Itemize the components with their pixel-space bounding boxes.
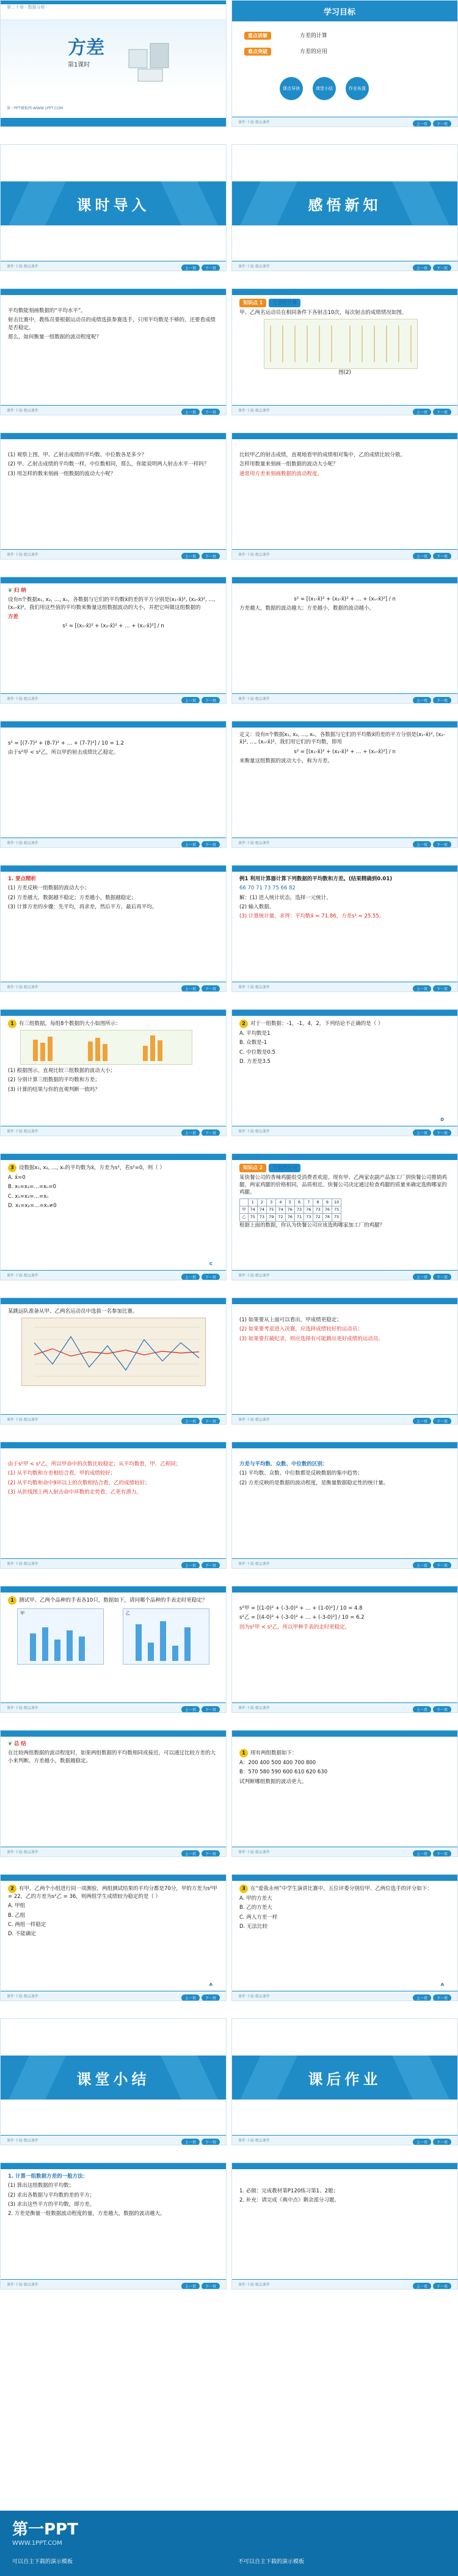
differences-line-1: (1) 平均数、众数、中位数都是反映数据的集中趋势； (239, 1470, 363, 1477)
next-button[interactable]: 下一页 (202, 841, 220, 848)
variance-formula: s² = [(x₁-x̄)² + (x₂-x̄)² + … + (xₙ-x̄)²] / n (62, 623, 164, 630)
slide-differences (231, 1442, 458, 1569)
prev-button[interactable]: 上一页 (413, 1274, 431, 1280)
definition-text: 定义：设有n个数据x₁, x₂, …, xₙ，各数据与它们的平均数x̄的差的平方分别是(x₁-x̄)², (x₂-x̄)², …, (xₙ-x̄)²，我们用它们的平均数，即用 (239, 732, 445, 746)
watches-conclusion: 因为s²甲 < s²乙，所以甲种手表的走时更稳定。 (239, 1624, 351, 1630)
watch-chart-b (123, 1608, 209, 1665)
footer-text: 课件·下载·精品课件 (7, 1994, 38, 1999)
footer-text: 课件·下载·精品课件 (7, 2139, 38, 2143)
score-chart-image (264, 319, 418, 369)
slide-watches (0, 1586, 227, 1713)
shooting-text: 由于s²甲 < s²乙，所以甲命中的次数比较稳定；从平均数看，甲、乙相同； (8, 1461, 181, 1467)
watch-chart-a (17, 1608, 104, 1665)
knowledge-tag-2: 知识点 2 (239, 1164, 266, 1172)
slide-summary-note (0, 1730, 227, 1857)
speech-question: 在“爱我永州”中学生演讲比赛中，五位评委分别给甲、乙两位选手的评分如下： (250, 1886, 432, 1892)
key-point-2: (2) 方差越大，数据越不稳定；方差越小，数据越稳定； (8, 894, 137, 901)
calc-line: s² = [(7-7)² + (8-7)² + … + (7-7)²] / 10 = 1.2 (8, 740, 124, 746)
induction-text: 设有n个数据x₁, x₂, …, xₙ，各数据与它们的平均数x̄的差的平方分别是(x₁-x̄)², (x₂-x̄)², …, (xₙ-x̄)²，我们用这些值的平均数来衡量这组数据波动的大小，并把它叫做这组数据的 (8, 597, 216, 611)
table-row: 甲 74 74 75 74 76 73 76 73 76 75 (240, 1206, 341, 1213)
option-c[interactable]: C. 两人方差一样 (239, 1914, 278, 1921)
group-question: 有甲、乙两个小组进行同一项测验，两组测试结果的平均分都是70分，甲的方差为s²甲 = 22，乙的方差为s²乙 = 36，则两组学生成绩较为稳定的是（ ） (8, 1886, 217, 1900)
formula-explain: 方差越大，数据的波动越大；方差越小，数据的波动越小。 (239, 605, 375, 612)
footer-text: 课件·下载·精品课件 (238, 697, 270, 701)
slide-induction (0, 577, 227, 704)
section-banner-new: 感悟新知 (232, 181, 457, 225)
example-step-1: 解：(1) 进入统计状态，选择一元统计。 (239, 894, 332, 901)
intro-section-slide (0, 144, 227, 271)
formula-line: s² = [(x₁-x̄)² + (x₂-x̄)² + … + (xₙ-x̄)²] / n (294, 596, 396, 602)
cover-footer: 第一PPT模板网-WWW.1PPT.COM (7, 106, 64, 111)
footer-text: 课件·下载·精品课件 (238, 2283, 270, 2287)
table-row: 乙 75 73 79 72 76 71 73 72 78 75 (240, 1214, 341, 1221)
slide-shooting-analysis (0, 1442, 227, 1569)
long-jump-q3: (3) 如果要打破纪录，则应选择有可能跳出更好成绩的运动员。 (239, 1335, 383, 1342)
slide-summary (0, 2162, 227, 2290)
goals-slide (231, 0, 458, 127)
long-jump-text: 某跳远队准备从甲、乙两名运动员中选拔一名参加比赛。 (8, 1308, 138, 1315)
footer-text: 课件·下载·精品课件 (238, 1994, 270, 1999)
shooting-line-3: (3) 从折线图上两人射击命中环数的走势看，乙更有潜力。 (8, 1489, 142, 1495)
slide-intro-text (0, 288, 227, 415)
two-groups-tail: 试判断哪组数据的波动更大。 (239, 1778, 307, 1785)
group-answer: A (209, 1982, 213, 1987)
footer-text: 课件·下载·精品课件 (7, 2283, 38, 2287)
slide-exercise-2 (231, 1009, 458, 1136)
compare-line-2: 怎样用数量来刻画一组数据的波动大小呢？ (239, 461, 338, 468)
next-button[interactable]: 下一页 (202, 409, 220, 415)
ad-logo: 第一PPT (12, 2520, 78, 2539)
slide-calc (0, 721, 227, 848)
summary-note-text: 在比较两组数据的波动程度时，如果两组数据的平均数相同或接近，可以通过比较方差的大小来判断。方差越小，数据越稳定。 (8, 1750, 216, 1764)
footer-text: 课件·下载·精品课件 (238, 553, 270, 557)
homework-section-slide (231, 2018, 458, 2145)
compare-line-3: 通常用方差来刻画数据的波动程度。 (239, 470, 323, 477)
goals-heading: 学习目标 (232, 1, 457, 21)
number-badge-5: 1 (239, 1749, 248, 1757)
key-point-1: (1) 方差反映一组数据的波动大小； (8, 885, 90, 892)
prev-button[interactable]: 上一页 (181, 553, 200, 560)
header-small: 第二十章 · 数据分析 (7, 5, 45, 10)
prev-button[interactable]: 上一页 (413, 2283, 431, 2290)
goal-tag-2: 难点突破 (244, 48, 271, 56)
next-button[interactable]: 下一页 (202, 1850, 220, 1857)
goal-text-1: 方差的计算 (299, 33, 327, 39)
summary-line-5: 2. 方差是衡量一组数据波动程度的量，方差越大，数据的波动越大。 (8, 2211, 165, 2217)
intro-line-3: 那么，如何衡量一组数据的波动程度呢？ (8, 334, 102, 340)
exercise-2-question: 对于一组数据：-1，-1，4，2，下列结论不正确的是（ ） (250, 1021, 383, 1027)
option-c[interactable]: C. 两组一样稳定 (8, 1921, 46, 1928)
long-jump-q2: (2) 如果要考虑进入决赛，应选择成绩较好的运动员； (239, 1326, 363, 1333)
site-ad-banner (0, 2511, 458, 2576)
footer-text: 课件·下载·精品课件 (7, 409, 38, 413)
prev-button[interactable]: 上一页 (181, 2139, 200, 2145)
footer-text: 课件·下载·精品课件 (238, 265, 270, 269)
key-points-heading: 1. 要点精析 (8, 876, 37, 882)
slide-example-1 (231, 865, 458, 992)
option-c[interactable]: C. x₁=x₂=…=xₙ (8, 1193, 49, 1200)
slide-exercise-3 (0, 1153, 227, 1280)
exercise-3-question: 设数据x₁, x₂, …, xₙ的平均数为x̄，方差为s²，若s²=0，则（ ） (19, 1165, 165, 1172)
footer-text: 课件·下载·精品课件 (7, 985, 38, 990)
footer-text: 课件·下载·精品课件 (238, 2139, 270, 2143)
next-button[interactable]: 下一页 (433, 697, 451, 704)
option-b[interactable]: B. 乙组 (8, 1912, 26, 1919)
calc-conclusion: 由于s²甲 < s²乙，所以甲的射击成绩比乙稳定。 (8, 750, 119, 756)
slide-watches-solution (231, 1586, 458, 1713)
exercise-3-answer: C (209, 1261, 213, 1266)
footer-text: 课件·下载·精品课件 (7, 1562, 38, 1566)
option-a[interactable]: A. 甲的方差大 (239, 1896, 272, 1902)
next-button[interactable]: 下一页 (433, 1418, 451, 1425)
prev-button[interactable]: 上一页 (413, 1129, 431, 1136)
group-a-data: A：200 400 500 400 700 800 (239, 1760, 316, 1766)
footer-text: 课件·下载·精品课件 (7, 1418, 38, 1422)
slide-key-points (0, 865, 227, 992)
summary-section-slide (0, 2018, 227, 2145)
prev-button[interactable]: 上一页 (413, 1418, 431, 1425)
watches-calc-1: s²甲 = [(1-0)² + (-3-0)² + … + (1-0)²] / 10 = 4.8 (239, 1605, 363, 1611)
prev-button[interactable]: 上一页 (181, 1274, 200, 1280)
example-step-2: (2) 输入数据。 (239, 903, 275, 910)
prev-button[interactable]: 上一页 (413, 985, 431, 992)
cube-art-icon (123, 31, 178, 86)
prev-button[interactable]: 上一页 (181, 1129, 200, 1136)
homework-line-2: 2. 补充：请完成《典中点》剩余部分习题。 (239, 2197, 340, 2204)
option-a[interactable]: A. 平均数是1 (239, 1031, 271, 1037)
option-d[interactable]: D. 无法比较 (239, 1923, 267, 1930)
next-button[interactable]: 下一页 (433, 1274, 451, 1280)
watches-text: 测试甲、乙两个品种的手表各10只，数据如下，请问哪个品种的手表走时更稳定？ (19, 1597, 208, 1604)
watches-calc-2: s²乙 = [(4-0)² + (-3-0)² + … + (-3-0)²] / 10 = 6.2 (239, 1615, 365, 1621)
step-circle-3[interactable]: 作业布置 (346, 77, 369, 100)
next-button[interactable]: 下一页 (433, 841, 451, 848)
prev-button[interactable]: 上一页 (413, 1706, 431, 1713)
chicken-weight-table (239, 1199, 341, 1222)
definition-tail: 来衡量这组数据的波动大小，称为方差。 (239, 757, 333, 764)
slide-knowledge-1 (231, 288, 458, 415)
prev-button[interactable]: 上一页 (413, 265, 431, 271)
slide-long-jump-q (231, 1297, 458, 1425)
footer-text: 课件·下载·精品课件 (238, 1562, 270, 1566)
section-banner-summary: 课堂小结 (1, 2056, 226, 2100)
homework-line-1: 1. 必做：完成教材第P120练习第1、2题； (239, 2188, 338, 2194)
prev-button[interactable]: 上一页 (413, 2139, 431, 2145)
cover-subtitle: 第1课时 (68, 62, 90, 68)
line-chart-image (21, 1318, 206, 1386)
long-jump-q1: (1) 如果要从上面可以看出，甲成绩更稳定； (239, 1317, 342, 1323)
next-button[interactable]: 下一页 (433, 1994, 451, 2001)
cover-slide (0, 0, 227, 127)
option-a[interactable]: A. 甲组 (8, 1903, 26, 1910)
step-circle-2[interactable]: 课堂小结 (313, 77, 336, 100)
next-button[interactable]: 下一页 (202, 1274, 220, 1280)
next-button[interactable]: 下一页 (202, 265, 220, 271)
next-button[interactable]: 下一页 (433, 2283, 451, 2290)
prev-button[interactable]: 上一页 (413, 841, 431, 848)
prev-button[interactable]: 上一页 (413, 697, 431, 704)
footer-text: 课件·下载·精品课件 (238, 841, 270, 845)
footer-text: 课件·下载·精品课件 (238, 1706, 270, 1710)
section-banner-homework: 课后作业 (232, 2056, 457, 2100)
prev-button[interactable]: 上一页 (181, 265, 200, 271)
prev-button[interactable]: 上一页 (181, 841, 200, 848)
next-button[interactable]: 下一页 (202, 2283, 220, 2290)
prev-button[interactable]: 上一页 (181, 1994, 200, 2001)
leaf-icon: ❦ (8, 588, 13, 594)
footer-text: 课件·下载·精品课件 (7, 841, 38, 845)
knowledge-topic: 方差的计算 (269, 299, 300, 307)
next-button[interactable]: 下一页 (202, 1129, 220, 1136)
slide-speech (231, 1874, 458, 2001)
knowledge-tag: 知识点 1 (239, 299, 266, 307)
number-badge-1: 1 (8, 1020, 16, 1028)
question-1: (1) 观察上图，甲、乙射击成绩的平均数、中位数各是多少？ (8, 452, 147, 458)
differences-line-2: (2) 方差反映的是数据的波动程度，是衡量数据稳定性的统计量。 (239, 1480, 389, 1486)
summary-line-2: (1) 算出这组数据的平均数； (8, 2183, 75, 2189)
next-button[interactable]: 下一页 (433, 1706, 451, 1713)
summary-note-title: 总 结 (13, 1741, 26, 1747)
compare-line-1: 比较甲乙的射击成绩，直观地看甲的成绩相对集中，乙的成绩比较分散。 (239, 452, 406, 458)
speech-answer: A (440, 1982, 444, 1987)
ad-right-text: 不可以自主下载的演示模板 (238, 2559, 305, 2565)
intro-line-2: 射击比赛中，教练员要根据运动员的成绩选拔参赛选手，只用平均数是不够的，还要看成绩是否稳定。 (8, 317, 216, 331)
cover-title: 方差 (68, 37, 104, 59)
next-button[interactable]: 下一页 (202, 985, 220, 992)
slide-homework (231, 2162, 458, 2290)
slide-exercise-1 (0, 1009, 227, 1136)
watch-chart-a-label: 甲 (20, 1611, 25, 1616)
option-c[interactable]: C. 中位数是0.5 (239, 1049, 275, 1056)
knowledge-2-text: 某快餐公司的香辣鸡腿很受消费者欢迎。现有甲、乙两家农副产品加工厂到快餐公司推销鸡腿，两家鸡腿的价格相同，品质相近。快餐公司决定通过检查鸡腿的质量来确定选购哪家的鸡腿。 (239, 1174, 448, 1196)
next-button[interactable]: 下一页 (202, 697, 220, 704)
number-badge-2: 2 (239, 1020, 248, 1028)
slide-compare (231, 432, 458, 560)
intro-line-1: 平均数能刻画数据的“平均水平”。 (8, 308, 86, 314)
prev-button[interactable]: 上一页 (181, 697, 200, 704)
prev-button[interactable]: 上一页 (181, 1418, 200, 1425)
option-b[interactable]: B. 乙的方差大 (239, 1905, 272, 1911)
ad-url[interactable]: WWW.1PPT.COM (12, 2540, 62, 2547)
induction-term: 方差 (8, 613, 19, 620)
next-button[interactable]: 下一页 (433, 1129, 451, 1136)
prev-button[interactable]: 上一页 (413, 409, 431, 415)
next-button[interactable]: 下一页 (433, 2139, 451, 2145)
leaf-icon: ❦ (8, 1741, 13, 1747)
knowledge-topic-2: 方差的应用 (269, 1164, 300, 1172)
option-d[interactable]: D. 方差是3.5 (239, 1058, 271, 1065)
prev-button[interactable]: 上一页 (181, 2283, 200, 2290)
prev-button[interactable]: 上一页 (181, 1850, 200, 1857)
summary-line-4: (3) 求出这些平方的平均数，即方差。 (8, 2201, 95, 2208)
summary-line-3: (2) 求出各数据与平均数的差的平方； (8, 2192, 95, 2198)
question-3: (3) 用怎样的数来刻画一组数据的波动大小呢？ (8, 470, 116, 477)
footer-text: 课件·下载·精品课件 (238, 409, 270, 413)
example-step-3: (3) 计算统计量，求得：平均数x̄ ≈ 71.86，方差s² ≈ 25.55。 (239, 913, 385, 920)
watch-chart-b-label: 乙 (125, 1611, 130, 1616)
slide-exercise-group (0, 1874, 227, 2001)
next-button[interactable]: 下一页 (202, 1418, 220, 1425)
next-button[interactable]: 下一页 (202, 2139, 220, 2145)
prev-button[interactable]: 上一页 (181, 1706, 200, 1713)
footer-text: 课件·下载·精品课件 (7, 553, 38, 557)
figure-caption: 图(2) (338, 369, 351, 376)
footer-text: 课件·下载·精品课件 (7, 265, 38, 269)
question-2: (2) 甲、乙射击成绩的平均数一样，中位数相同，那么，你能说明两人射击水平一样吗？ (8, 461, 209, 468)
next-button[interactable]: 下一页 (433, 265, 451, 271)
prev-button[interactable]: 上一页 (181, 409, 200, 415)
next-button[interactable]: 下一页 (433, 409, 451, 415)
number-badge-6: 2 (8, 1885, 16, 1893)
next-button[interactable]: 下一页 (433, 120, 451, 127)
number-badge-7: 3 (239, 1885, 248, 1893)
next-button[interactable]: 下一页 (433, 985, 451, 992)
footer-text: 课件·下载·精品课件 (238, 1274, 270, 1278)
option-d[interactable]: D. x₁=x₂=…=xₙ≠0 (8, 1202, 57, 1209)
option-a[interactable]: A. x̄=0 (8, 1175, 26, 1181)
definition-formula: s² = [(x₁-x̄)² + (x₂-x̄)² + … + (xₙ-x̄)²] / n (294, 748, 396, 755)
footer-text: 课件·下载·精品课件 (7, 1274, 38, 1278)
prev-button[interactable]: 上一页 (413, 1562, 431, 1569)
prev-button[interactable]: 上一页 (181, 1562, 200, 1569)
next-button[interactable]: 下一页 (202, 1562, 220, 1569)
prev-button[interactable]: 上一页 (413, 1994, 431, 2001)
goal-tag-1: 重点讲解 (244, 32, 271, 40)
exercise-1-text: 有三组数据，每组8个数据的大小如图所示： (19, 1021, 121, 1027)
goal-text-2: 方差的应用 (299, 49, 327, 55)
section-banner-intro: 课时导入 (1, 181, 226, 225)
ad-spacer (0, 2307, 458, 2511)
prev-button[interactable]: 上一页 (413, 553, 431, 560)
footer-text: 课件·下载·精品课件 (7, 697, 38, 701)
next-button[interactable]: 下一页 (433, 1850, 451, 1857)
step-circle-1[interactable]: 课点导读 (280, 77, 303, 100)
ad-left-text: 可以自主下载的演示模板 (12, 2559, 73, 2565)
shooting-line-1: (1) 从平均数和方差相结合看，甲的成绩较好； (8, 1470, 116, 1477)
exercise-1-q2: (2) 分别计算三组数据的平均数和方差； (8, 1077, 100, 1084)
knowledge-text: 甲、乙两名运动员在相同条件下各射击10次，每次射击的成绩情况如图。 (239, 309, 407, 316)
footer-text: 课件·下载·精品课件 (238, 120, 270, 125)
slide-definition (231, 721, 458, 848)
summary-line-1: 1. 计算一组数据方差的一般方法： (8, 2173, 89, 2180)
group-b-data: B：570 580 590 600 610 620 630 (239, 1769, 328, 1776)
differences-heading: 方差与平均数、众数、中位数的区别： (239, 1461, 328, 1467)
prev-button[interactable]: 上一页 (413, 120, 431, 127)
induction-title: 归 纳 (13, 588, 26, 594)
slide-questions (0, 432, 227, 560)
next-button[interactable]: 下一页 (202, 1994, 220, 2001)
prev-button[interactable]: 上一页 (181, 985, 200, 992)
exercise-1-q3: (3) 计算的结果与你的直观判断一致吗？ (8, 1086, 100, 1093)
knowledge-2-tail: 根据上面的数据，你认为快餐公司应该选购哪家加工厂的鸡腿？ (239, 1222, 385, 1228)
new-section-slide (231, 144, 458, 271)
next-button[interactable]: 下一页 (433, 553, 451, 560)
number-badge-4: 1 (8, 1596, 16, 1605)
slide-knowledge-2 (231, 1153, 458, 1280)
next-button[interactable]: 下一页 (433, 1562, 451, 1569)
footer-text: 课件·下载·精品课件 (7, 1129, 38, 1134)
next-button[interactable]: 下一页 (202, 1706, 220, 1713)
bar-figures-image (20, 1030, 192, 1065)
footer-text: 课件·下载·精品课件 (238, 1418, 270, 1422)
shooting-line-2: (2) 从平均数和命中9环以上的次数相结合看，乙的成绩较好； (8, 1480, 150, 1486)
next-button[interactable]: 下一页 (202, 553, 220, 560)
option-d[interactable]: D. 不能确定 (8, 1931, 36, 1938)
footer-text: 课件·下载·精品课件 (238, 1850, 270, 1855)
example-data: 66 70 71 73 75 66 82 (239, 885, 296, 892)
exercise-1-q1: (1) 根据图示，直观比较三组数据的波动大小； (8, 1068, 116, 1074)
footer-text: 课件·下载·精品课件 (7, 1706, 38, 1710)
key-point-3: (3) 计算方差的步骤：先平均，再求差，然后平方，最后再平均。 (8, 903, 158, 910)
option-b[interactable]: B. 众数是-1 (239, 1040, 267, 1046)
footer-text: 课件·下载·精品课件 (238, 985, 270, 990)
table-header-row: 1 2 3 4 5 6 7 8 9 10 (240, 1199, 341, 1206)
slide-long-jump (0, 1297, 227, 1425)
slide-two-groups (231, 1730, 458, 1857)
option-b[interactable]: B. x₁=x₂=…=xₙ=0 (8, 1184, 56, 1191)
example-title: 例1 利用计算器计算下列数据的平均数和方差。(结果精确到0.01) (239, 876, 393, 882)
footer-text: 课件·下载·精品课件 (7, 1850, 38, 1855)
number-badge-3: 3 (8, 1164, 16, 1172)
slide-formula (231, 577, 458, 704)
two-groups-question: 现有两组数据如下： (250, 1750, 297, 1757)
exercise-2-answer: D (440, 1117, 444, 1122)
footer-text: 课件·下载·精品课件 (238, 1129, 270, 1134)
prev-button[interactable]: 上一页 (413, 1850, 431, 1857)
